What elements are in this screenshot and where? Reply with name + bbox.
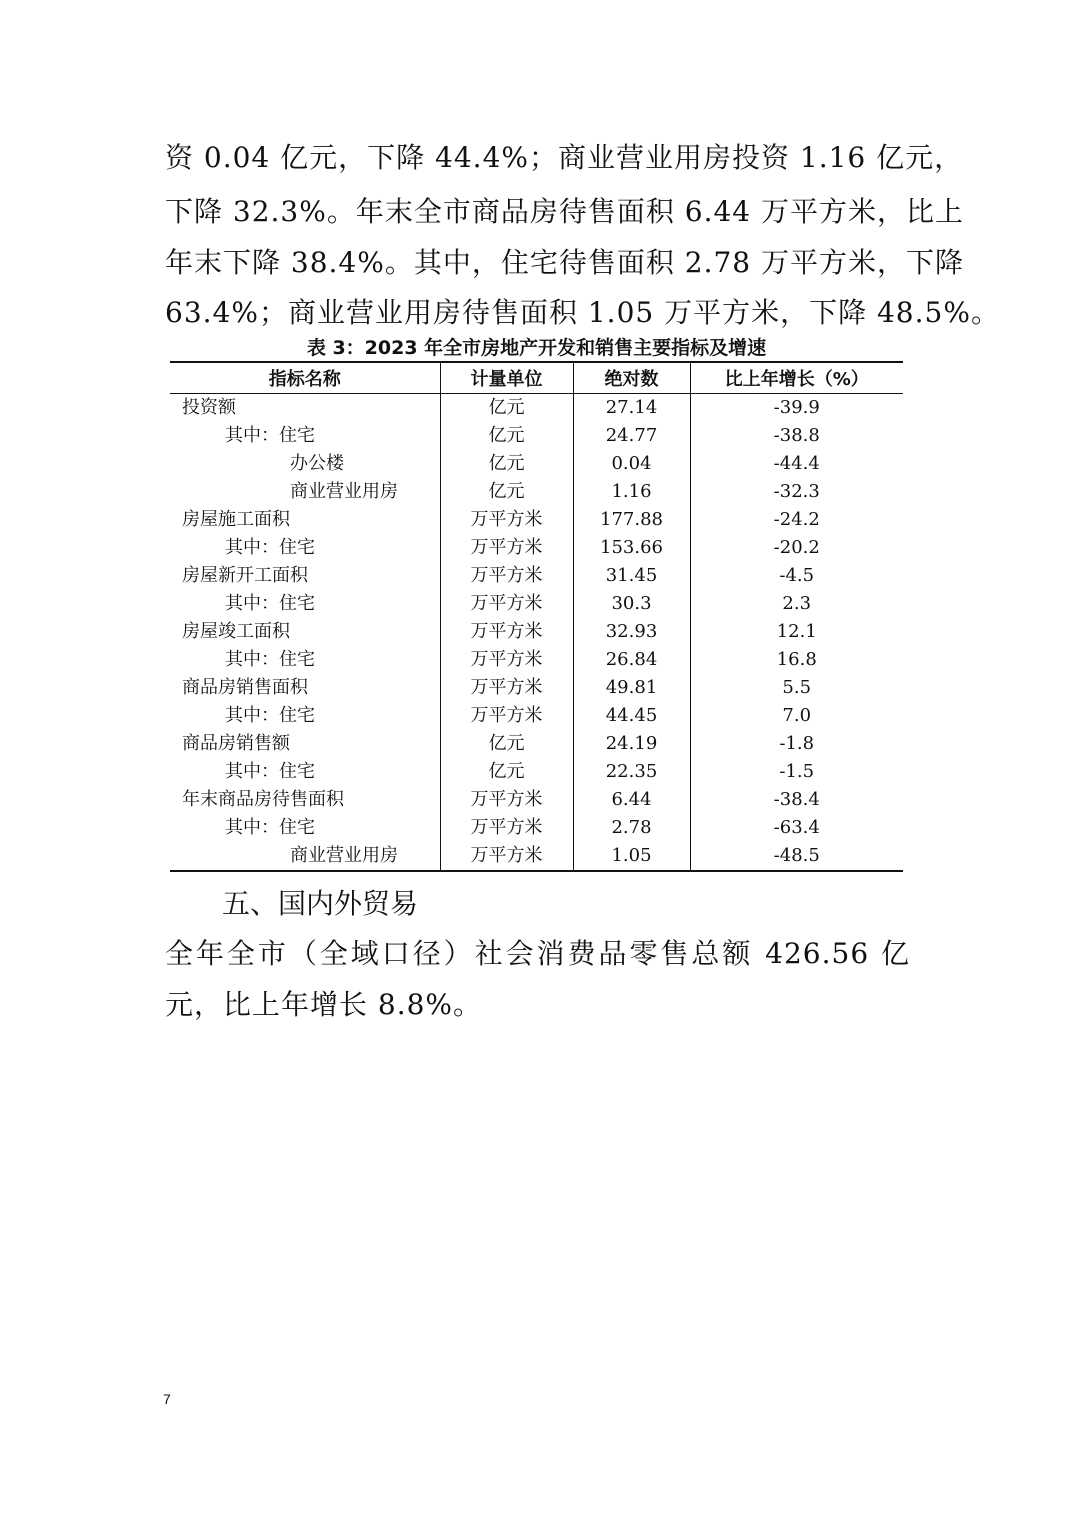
table-row bbox=[170, 814, 903, 842]
cell-growth-rate: -32.3 bbox=[690, 478, 903, 506]
cell-indicator-name: 办公楼 bbox=[290, 453, 344, 474]
table-row bbox=[170, 450, 903, 478]
table-row bbox=[170, 786, 903, 814]
cell-unit: 万平方米 bbox=[440, 590, 573, 618]
cell-unit: 万平方米 bbox=[440, 702, 573, 730]
cell-indicator-name: 其中：住宅 bbox=[225, 817, 315, 838]
cell-unit: 亿元 bbox=[440, 394, 573, 423]
cell-indicator-name: 商品房销售面积 bbox=[182, 677, 308, 698]
page-number: 7 bbox=[163, 1391, 171, 1407]
table-caption: 表 3：2023 年全市房地产开发和销售主要指标及增速 bbox=[306, 337, 767, 359]
cell-unit: 万平方米 bbox=[440, 646, 573, 674]
cell-indicator-name: 其中：住宅 bbox=[225, 537, 315, 558]
section-heading: 五、国内外贸易 bbox=[222, 887, 419, 920]
cell-indicator-name: 其中：住宅 bbox=[225, 425, 315, 446]
table-row bbox=[170, 618, 903, 646]
cell-growth-rate: 7.0 bbox=[690, 702, 903, 730]
column-header-growth-rate: 比上年增长（%） bbox=[690, 362, 903, 394]
table-row bbox=[170, 674, 903, 702]
cell-growth-rate: -44.4 bbox=[690, 450, 903, 478]
paragraph-line: 下降 32.3%。年末全市商品房待售面积 6.44 万平方米，比上 bbox=[165, 195, 964, 228]
cell-growth-rate: -38.4 bbox=[690, 786, 903, 814]
paragraph-line: 年末下降 38.4%。其中，住宅待售面积 2.78 万平方米，下降 bbox=[165, 246, 964, 279]
column-header-indicator: 指标名称 bbox=[170, 362, 440, 394]
cell-absolute-value: 31.45 bbox=[573, 562, 690, 590]
cell-growth-rate: -38.8 bbox=[690, 422, 903, 450]
paragraph-line: 全年全市（全域口径）社会消费品零售总额 426.56 亿 bbox=[165, 937, 910, 970]
cell-indicator-name: 房屋竣工面积 bbox=[182, 621, 290, 642]
cell-unit: 万平方米 bbox=[440, 842, 573, 871]
cell-indicator-name: 房屋施工面积 bbox=[182, 509, 290, 530]
cell-unit: 万平方米 bbox=[440, 534, 573, 562]
cell-indicator-name: 投资额 bbox=[182, 397, 236, 418]
cell-indicator-name: 房屋新开工面积 bbox=[182, 565, 308, 586]
cell-indicator-name: 商品房销售额 bbox=[182, 733, 290, 754]
cell-absolute-value: 30.3 bbox=[573, 590, 690, 618]
table-row bbox=[170, 842, 903, 871]
cell-growth-rate: -4.5 bbox=[690, 562, 903, 590]
cell-unit: 万平方米 bbox=[440, 674, 573, 702]
table-header-row bbox=[170, 362, 903, 394]
cell-growth-rate: -63.4 bbox=[690, 814, 903, 842]
cell-absolute-value: 1.16 bbox=[573, 478, 690, 506]
cell-unit: 万平方米 bbox=[440, 506, 573, 534]
table-row bbox=[170, 702, 903, 730]
table-body bbox=[170, 394, 903, 872]
table-row bbox=[170, 758, 903, 786]
paragraph-line: 资 0.04 亿元，下降 44.4%；商业营业用房投资 1.16 亿元， bbox=[165, 141, 964, 174]
cell-absolute-value: 27.14 bbox=[573, 394, 690, 423]
cell-indicator-name: 其中：住宅 bbox=[225, 649, 315, 670]
paragraph-line: 元，比上年增长 8.8%。 bbox=[165, 988, 483, 1021]
cell-indicator-name: 商业营业用房 bbox=[290, 845, 398, 866]
table-row bbox=[170, 646, 903, 674]
cell-unit: 万平方米 bbox=[440, 562, 573, 590]
cell-unit: 亿元 bbox=[440, 730, 573, 758]
table-row bbox=[170, 562, 903, 590]
cell-growth-rate: 2.3 bbox=[690, 590, 903, 618]
table-row bbox=[170, 590, 903, 618]
table-row bbox=[170, 478, 903, 506]
cell-absolute-value: 49.81 bbox=[573, 674, 690, 702]
cell-unit: 亿元 bbox=[440, 450, 573, 478]
cell-growth-rate: -1.5 bbox=[690, 758, 903, 786]
cell-absolute-value: 177.88 bbox=[573, 506, 690, 534]
table-row bbox=[170, 730, 903, 758]
cell-indicator-name: 其中：住宅 bbox=[225, 593, 315, 614]
column-header-unit: 计量单位 bbox=[440, 362, 573, 394]
cell-indicator-name: 其中：住宅 bbox=[225, 761, 315, 782]
table-row bbox=[170, 506, 903, 534]
cell-growth-rate: 5.5 bbox=[690, 674, 903, 702]
cell-unit: 亿元 bbox=[440, 478, 573, 506]
cell-absolute-value: 2.78 bbox=[573, 814, 690, 842]
cell-absolute-value: 32.93 bbox=[573, 618, 690, 646]
cell-absolute-value: 0.04 bbox=[573, 450, 690, 478]
cell-absolute-value: 6.44 bbox=[573, 786, 690, 814]
column-header-absolute-value: 绝对数 bbox=[573, 362, 690, 394]
cell-growth-rate: -20.2 bbox=[690, 534, 903, 562]
cell-growth-rate: -48.5 bbox=[690, 842, 903, 871]
cell-unit: 万平方米 bbox=[440, 786, 573, 814]
cell-indicator-name: 年末商品房待售面积 bbox=[182, 789, 344, 810]
cell-absolute-value: 44.45 bbox=[573, 702, 690, 730]
table-row bbox=[170, 534, 903, 562]
cell-absolute-value: 24.77 bbox=[573, 422, 690, 450]
cell-absolute-value: 26.84 bbox=[573, 646, 690, 674]
cell-absolute-value: 153.66 bbox=[573, 534, 690, 562]
table-row bbox=[170, 394, 903, 423]
cell-unit: 亿元 bbox=[440, 422, 573, 450]
cell-absolute-value: 24.19 bbox=[573, 730, 690, 758]
cell-unit: 万平方米 bbox=[440, 618, 573, 646]
cell-growth-rate: -39.9 bbox=[690, 394, 903, 423]
cell-indicator-name: 其中：住宅 bbox=[225, 705, 315, 726]
paragraph-line: 63.4%；商业营业用房待售面积 1.05 万平方米，下降 48.5%。 bbox=[165, 296, 1000, 329]
cell-growth-rate: -1.8 bbox=[690, 730, 903, 758]
cell-growth-rate: -24.2 bbox=[690, 506, 903, 534]
table-row bbox=[170, 422, 903, 450]
cell-unit: 亿元 bbox=[440, 758, 573, 786]
cell-absolute-value: 22.35 bbox=[573, 758, 690, 786]
cell-unit: 万平方米 bbox=[440, 814, 573, 842]
cell-absolute-value: 1.05 bbox=[573, 842, 690, 871]
cell-growth-rate: 16.8 bbox=[690, 646, 903, 674]
cell-growth-rate: 12.1 bbox=[690, 618, 903, 646]
real-estate-indicators-table bbox=[170, 361, 903, 872]
cell-indicator-name: 商业营业用房 bbox=[290, 481, 398, 502]
